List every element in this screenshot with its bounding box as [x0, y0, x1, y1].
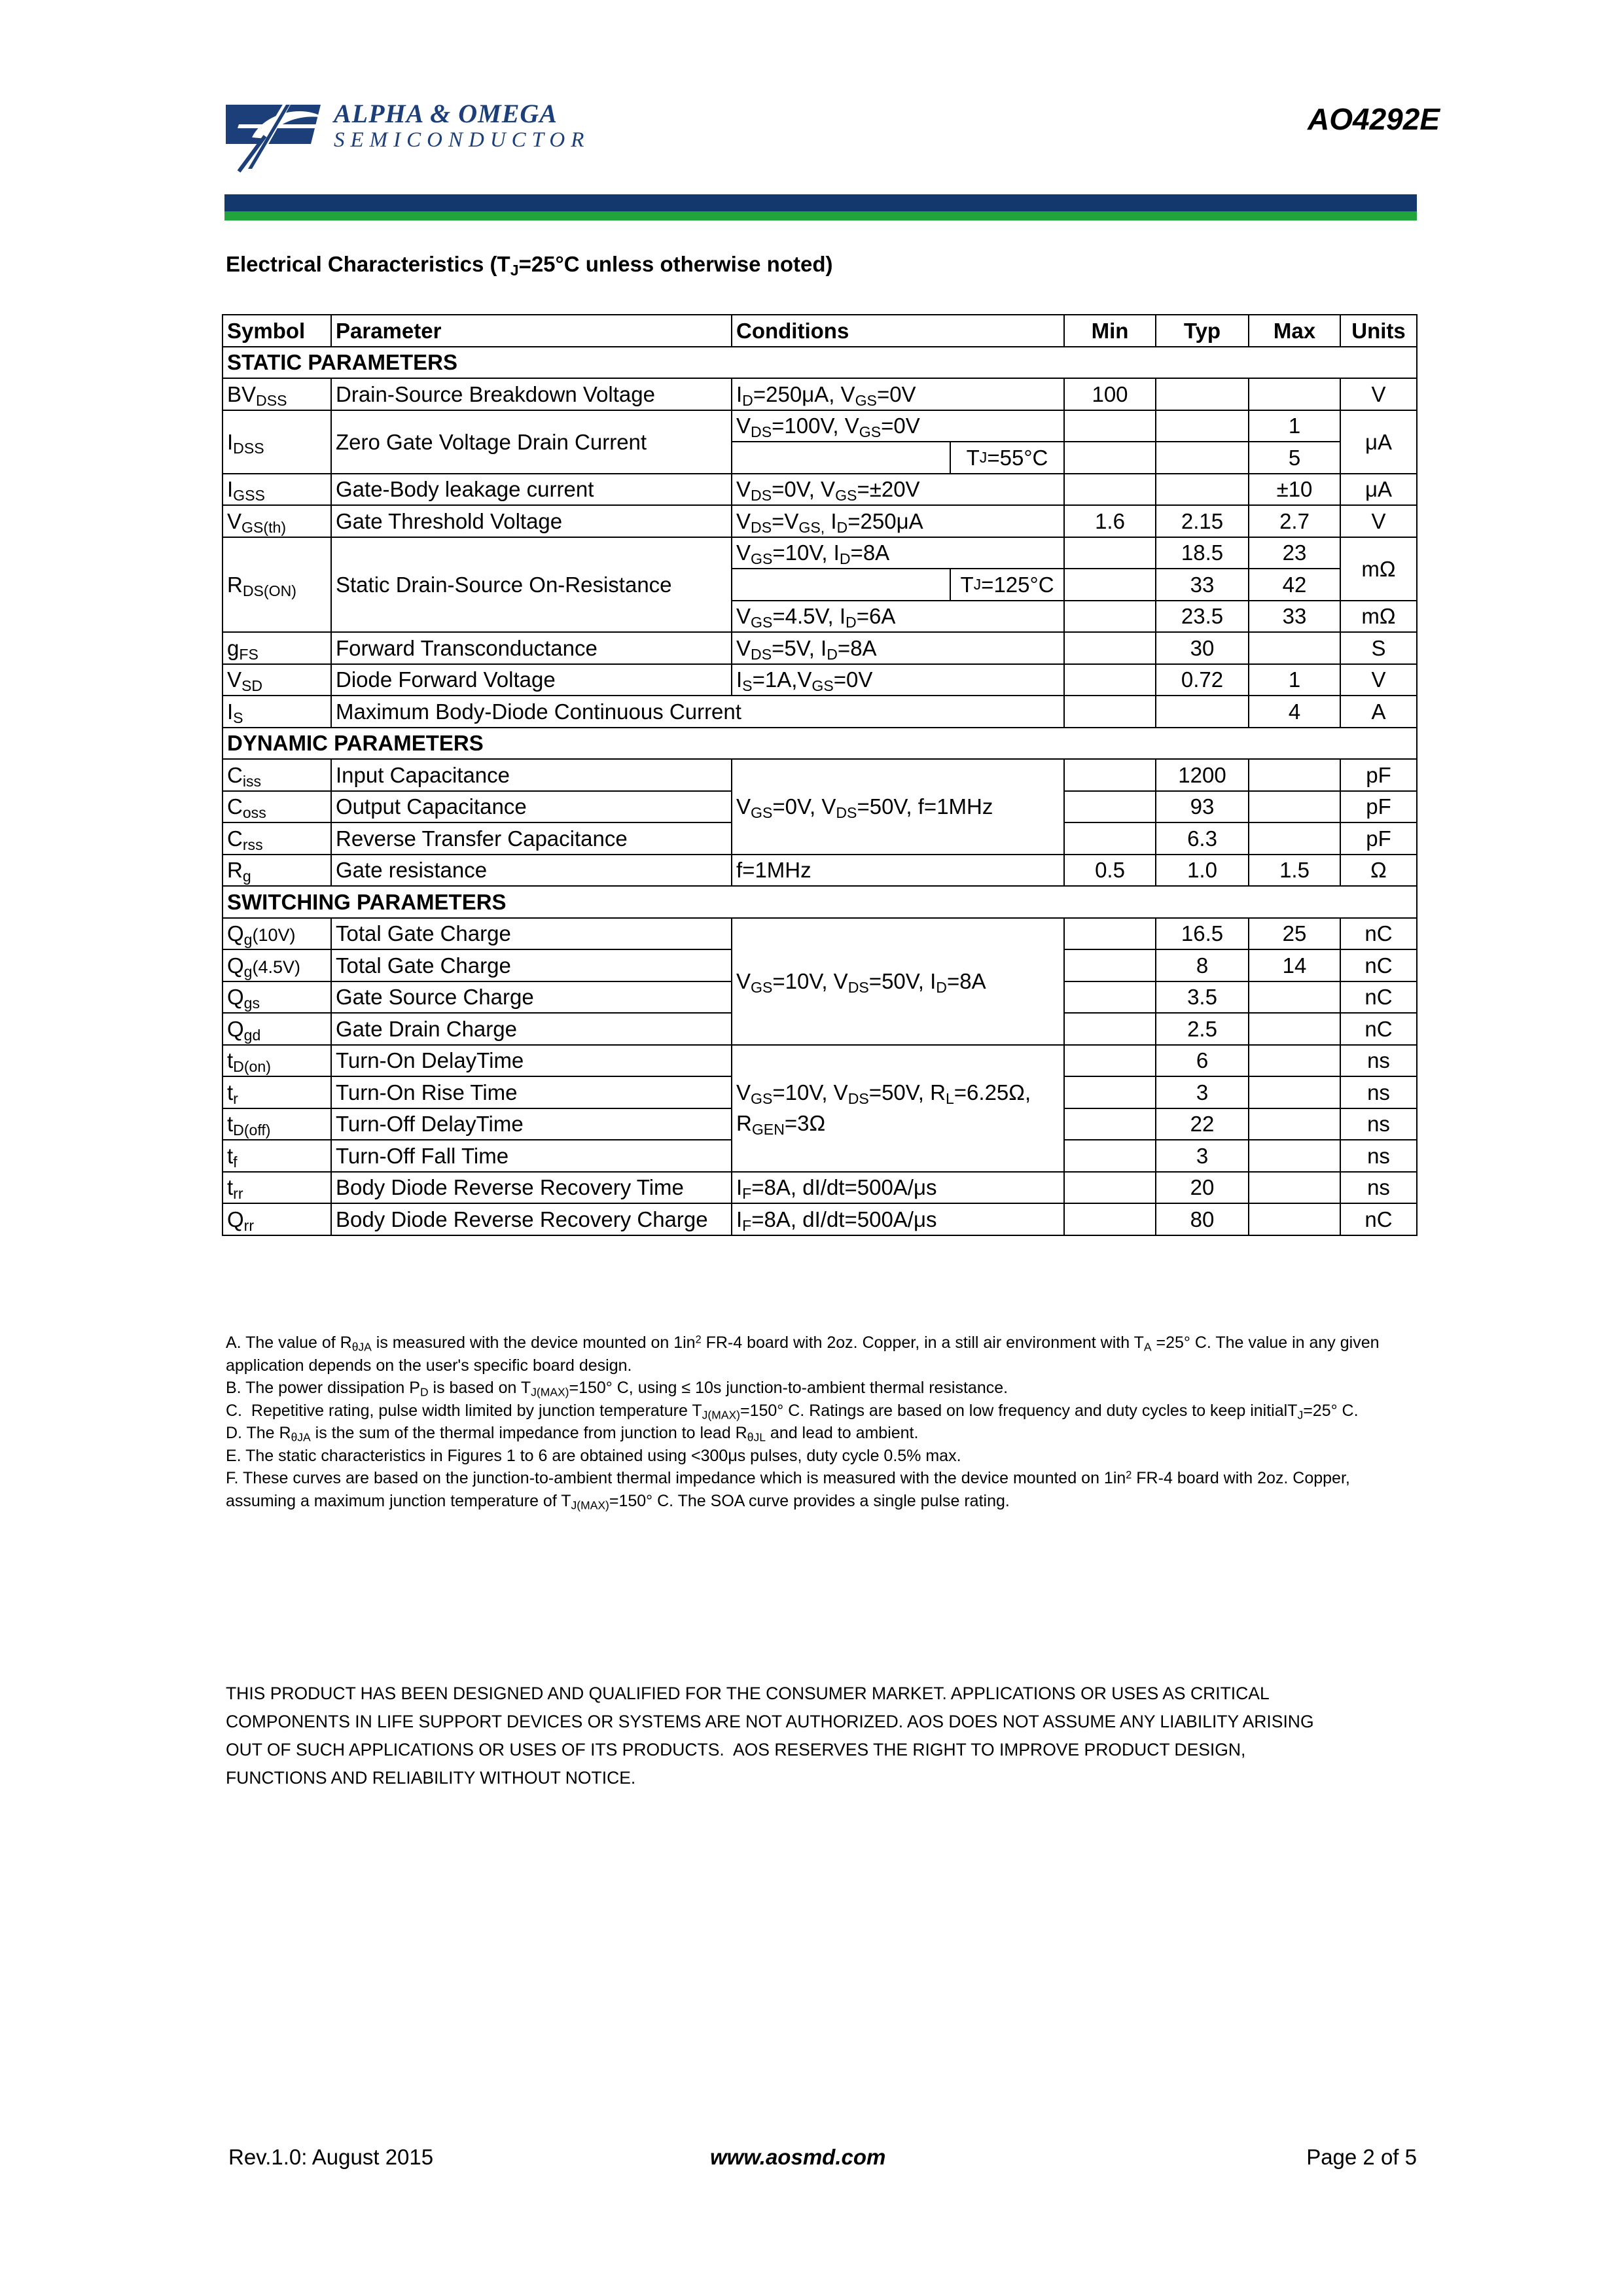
table-row: $t_f$ Turn-Off Fall Time 3 ns	[223, 1140, 1417, 1172]
electrical-characteristics-table	[222, 314, 1418, 1236]
section-row-dynamic: DYNAMIC PARAMETERS	[223, 728, 1417, 760]
footnote-c: C. Repetitive rating, pulse width limited by junction temperature $T_{J(MAX)}=150^\circ$ C. Ratings are based on low frequency and duty cycles to keep initialT$_J$=25° C.	[226, 1401, 1359, 1421]
part-number: AO4292E	[1307, 102, 1440, 136]
table-row: $Q_g(10V)$ Total Gate Charge $V_{GS}=10V$, $V_{DS}=50V$, $I_D=8A$ 16.5 25 nC	[223, 918, 1417, 950]
website-link[interactable]: www.aosmd.com	[710, 2145, 886, 2169]
header-parameter: Parameter	[331, 315, 732, 347]
section-row-switching: SWITCHING PARAMETERS	[223, 886, 1417, 918]
section-row-static: STATIC PARAMETERS	[223, 347, 1417, 379]
table-row: $R_g$ Gate resistance f=1MHz 0.5 1.0 1.5 Ω	[223, 855, 1417, 887]
table-row: $t_{D(off)}$ Turn-Off DelayTime 22 ns	[223, 1108, 1417, 1140]
footnotes	[226, 1332, 1404, 1512]
revision-info: Rev.1.0: August 2015	[228, 2145, 434, 2169]
footnote-a: A. The value of $R_{\theta JA}$ is measured with the device mounted on $1in^2$ FR-4 board with 2oz. Copper, in a still air environment with $T_A =25^\circ$ C. The value in any given application depends on the user's specific board design.	[226, 1333, 1380, 1375]
header-symbol: Symbol	[223, 315, 331, 347]
disclaimer: THIS PRODUCT HAS BEEN DESIGNED AND QUALIFIED FOR THE CONSUMER MARKET. APPLICATIONS OR USES AS CRITICAL COMPONENTS IN LIFE SUPPORT DEVICES OR SYSTEMS ARE NOT AUTHORIZED. AOS DOES NOT ASSUME ANY LIABILITY ARISING OUT OF SUCH APPLICATIONS OR USES OF ITS PRODUCTS. AOS RESERVES THE RIGHT TO IMPROVE PRODUCT DESIGN, FUNCTIONS AND RELIABILITY WITHOUT NOTICE.	[226, 1684, 1314, 1788]
header-max: Max	[1249, 315, 1340, 347]
table-row: $I_S$ Maximum Body-Diode Continuous Current 4 A	[223, 696, 1417, 728]
table-row: $V_{SD}$ Diode Forward Voltage $I_S=1A,V_{GS}=0V$ 0.72 1 V	[223, 664, 1417, 696]
table-row: $Q_{gs}$ Gate Source Charge 3.5 nC	[223, 981, 1417, 1014]
table-row: T J =55°C 5	[223, 442, 1417, 474]
header-min: Min	[1064, 315, 1156, 347]
page-number: Page 2 of 5	[1306, 2145, 1417, 2169]
footnote-f: F. These curves are based on the junction-to-ambient thermal impedance which is measured with the device mounted on $1in^2$ FR-4 board with 2oz. Copper, assuming a maximum junction temperature of $T_{J(MAX)}=150^\circ$ C. The SOA curve provides a single pulse rating.	[226, 1469, 1350, 1511]
table-row: $t_{D(on)}$ Turn-On DelayTime $V_{GS}=10V$, $V_{DS}=50V$, $R_L=6.25\Omega$, $R_{GEN}=3\Omega$ 6 ns	[223, 1045, 1417, 1077]
table-row: $C_{iss}$ Input Capacitance $V_{GS}=0V$, $V_{DS}=50V$, f=1MHz 1200 pF	[223, 759, 1417, 791]
table-row: $Q_{rr}$ Body Diode Reverse Recovery Charge $I_F=8A$, dI/dt=500A/μs 80 nC	[223, 1203, 1417, 1235]
company-name: ALPHA & OMEGA	[334, 99, 558, 128]
table-row: $C_{rss}$ Reverse Transfer Capacitance 6.3 pF	[223, 822, 1417, 855]
table-row: $V_{GS}=4.5V$, $I_D=6A$ 23.5 33 mΩ	[223, 601, 1417, 633]
table-row: $V_{GS(th)}$ Gate Threshold Voltage $V_{DS}=V_{GS,}$ $I_D=250\mu A$ 1.6 2.15 2.7 V	[223, 505, 1417, 537]
section-title: Electrical Characteristics ($T_J=25^\circ C$ unless otherwise noted)	[226, 252, 833, 279]
header-conditions: Conditions	[732, 315, 1064, 347]
table-row: $R_{DS(ON)}$ Static Drain-Source On-Resistance $V_{GS}=10V$, $I_D=8A$ 18.5 23 mΩ	[223, 537, 1417, 569]
footnote-d: D. The $R_{\theta JA}$ is the sum of the thermal impedance from junction to lead $R_{\theta JL}$ and lead to ambient.	[226, 1424, 919, 1444]
table-row: $I_{DSS}$ Zero Gate Voltage Drain Current $V_{DS}=100V$, $V_{GS}=0V$ 1 μA	[223, 410, 1417, 442]
footnote-e: E. The static characteristics in Figures 1 to 6 are obtained using <300μs pulses, duty cycle 0.5% max.	[226, 1446, 961, 1465]
header-typ: Typ	[1156, 315, 1249, 347]
header-units: Units	[1340, 315, 1417, 347]
header-band-green	[224, 211, 1417, 221]
footnote-b: B. The power dissipation $P_D$ is based on $T_{J(MAX)}=150^\circ$ C, using ≤ 10s junction-to-ambient thermal resistance.	[226, 1379, 1008, 1399]
table-header-row	[223, 315, 1417, 347]
table-row: $Q_{gd}$ Gate Drain Charge 2.5 nC	[223, 1013, 1417, 1045]
table-row: $t_{rr}$ Body Diode Reverse Recovery Time $I_F=8A$, dI/dt=500A/μs 20 ns	[223, 1172, 1417, 1204]
company-subtitle: SEMICONDUCTOR	[334, 128, 590, 152]
table-row: $Q_g(4.5V)$ Total Gate Charge 8 14 nC	[223, 949, 1417, 981]
table-row: $BV_{DSS}$ Drain-Source Breakdown Voltage $I_D=250\mu A$, $V_{GS}=0V$ 100 V	[223, 378, 1417, 410]
header-band-blue	[224, 194, 1417, 211]
table-row: T J =125°C 33 42	[223, 569, 1417, 601]
table-row: $g_{FS}$ Forward Transconductance $V_{DS}=5V$, $I_D=8A$ 30 S	[223, 632, 1417, 664]
table-row: $C_{oss}$ Output Capacitance 93 pF	[223, 791, 1417, 823]
table-row: $I_{GSS}$ Gate-Body leakage current $V_{DS}=0V$, $V_{GS}=\pm 20V$ ±10 μA	[223, 474, 1417, 506]
table-row: $t_r$ Turn-On Rise Time 3 ns	[223, 1076, 1417, 1108]
